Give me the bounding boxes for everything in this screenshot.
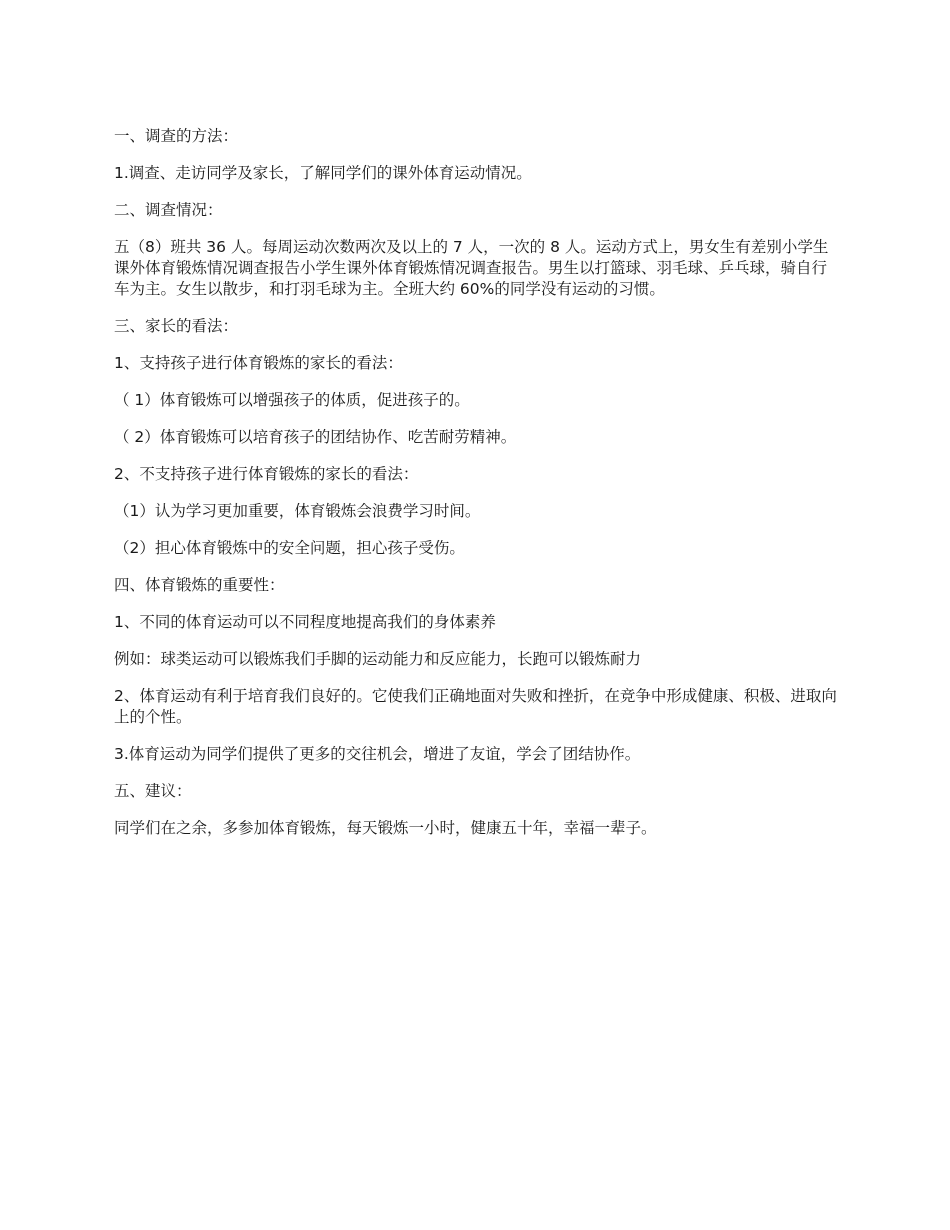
subheading-supporting-parents: 1、支持孩子进行体育锻炼的家长的看法：	[114, 354, 403, 372]
subheading-opposing-parents: 2、不支持孩子进行体育锻炼的家长的看法：	[114, 465, 419, 483]
section-heading-importance: 四、体育锻炼的重要性：	[114, 576, 285, 594]
section-heading-situation: 二、调查情况：	[114, 201, 223, 219]
list-item-oppose-2: （2）担心体育锻炼中的安全问题，担心孩子受伤。	[114, 539, 465, 557]
paragraph-importance-1: 1、不同的体育运动可以不同程度地提高我们的身体素养	[114, 613, 496, 631]
section-heading-method: 一、调查的方法：	[114, 127, 239, 145]
section-heading-suggestion: 五、建议：	[114, 782, 192, 800]
paragraph-situation: 五（8）班共 36 人。每周运动次数两次及以上的 7 人，一次的 8 人。运动方式上，男女生有差别小学生课外体育锻炼情况调查报告小学生课外体育锻炼情况调查报告。男生以打篮球、羽毛球、乒乓球，骑自行车为主。女生以散步，和打羽毛球为主。全班大约 60%的同学没有运动的习惯。	[114, 238, 829, 298]
paragraph-importance-example: 例如：球类运动可以锻炼我们手脚的运动能力和反应能力，长跑可以锻炼耐力	[114, 650, 642, 668]
paragraph-method-1: 1.调查、走访同学及家长，了解同学们的课外体育运动情况。	[114, 164, 532, 182]
paragraph-importance-2: 2、体育运动有利于培育我们良好的。它使我们正确地面对失败和挫折，在竞争中形成健康、积极、进取向上的个性。	[114, 687, 837, 726]
paragraph-suggestion: 同学们在之余，多参加体育锻炼，每天锻炼一小时，健康五十年，幸福一辈子。	[114, 819, 657, 837]
list-item-support-2: （ 2）体育锻炼可以培育孩子的团结协作、吃苦耐劳精神。	[114, 428, 517, 446]
document-body	[114, 126, 840, 855]
list-item-oppose-1: （1）认为学习更加重要，体育锻炼会浪费学习时间。	[114, 502, 481, 520]
paragraph-importance-3: 3.体育运动为同学们提供了更多的交往机会，增进了友谊，学会了团结协作。	[114, 745, 641, 763]
section-heading-parents: 三、家长的看法：	[114, 317, 239, 335]
list-item-support-1: （ 1）体育锻炼可以增强孩子的体质，促进孩子的。	[114, 391, 470, 409]
